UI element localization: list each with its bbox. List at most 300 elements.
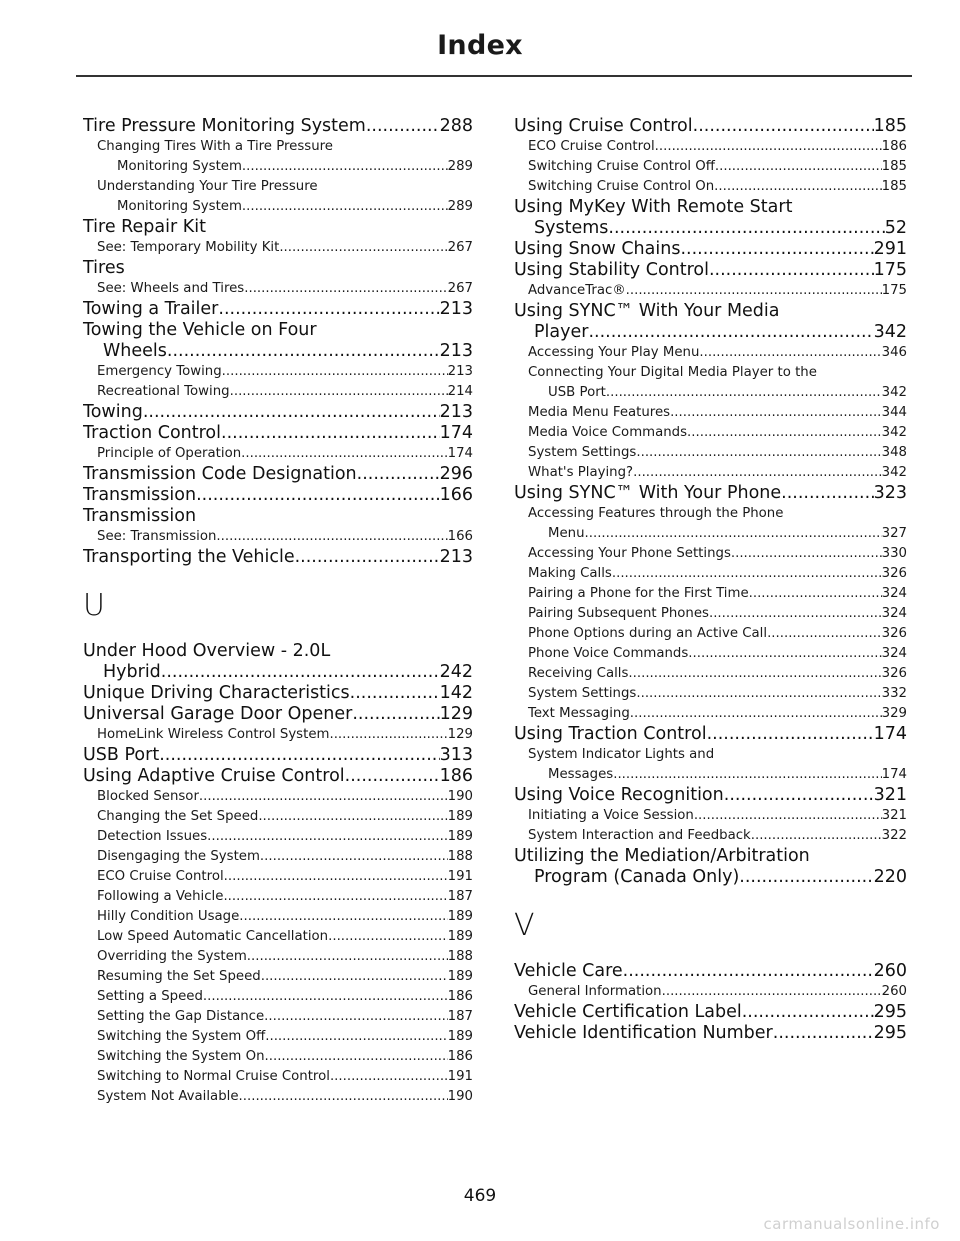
entry-label: Switching the System Off: [97, 1029, 266, 1044]
entry-page-number: 188: [447, 949, 473, 964]
index-entry[interactable]: [514, 483, 907, 504]
entry-page-number: 213: [439, 299, 473, 319]
entry-label: Low Speed Automatic Cancellation: [97, 929, 329, 944]
leader-dots: [224, 867, 448, 887]
leader-dots: [655, 137, 882, 157]
entry-page-number: 324: [881, 606, 907, 621]
index-subentry[interactable]: [83, 827, 473, 847]
index-subentry[interactable]: [83, 1087, 473, 1107]
entry-page-number: 189: [447, 809, 473, 824]
leader-dots: [628, 664, 881, 684]
entry-label: Changing the Set Speed: [97, 809, 259, 824]
index-subheading: Connecting Your Digital Media Player to the: [528, 365, 817, 380]
index-heading: Tires: [83, 258, 125, 278]
index-entry[interactable]: [514, 322, 907, 343]
entry-label: Tire Pressure Monitoring System: [83, 116, 366, 136]
entry-label: Transporting the Vehicle: [83, 547, 295, 567]
entry-label: System Settings: [528, 686, 637, 701]
leader-dots: [242, 157, 448, 177]
entry-label: Systems: [534, 218, 609, 238]
title-divider: [76, 75, 912, 77]
index-entry[interactable]: [514, 218, 907, 239]
entry-label: Hilly Condition Usage: [97, 909, 240, 924]
leader-dots: [329, 725, 447, 745]
entry-page-number: 324: [881, 586, 907, 601]
entry-label: Accessing Your Play Menu: [528, 345, 700, 360]
leader-dots: [241, 444, 447, 464]
leader-dots: [261, 967, 448, 987]
index-subheading: System Indicator Lights and: [528, 747, 715, 762]
entry-page-number: 189: [447, 969, 473, 984]
entry-page-number: 291: [873, 239, 907, 259]
entry-page-number: 288: [439, 116, 473, 136]
leader-dots: [265, 1047, 448, 1067]
leader-dots: [694, 806, 882, 826]
index-entry[interactable]: [83, 464, 473, 485]
entry-label: Using Voice Recognition: [514, 785, 724, 805]
index-subentry[interactable]: [514, 604, 907, 624]
leader-dots: [244, 279, 447, 299]
entry-label: General Information: [528, 984, 662, 999]
entry-label: Setting the Gap Distance: [97, 1009, 265, 1024]
index-entry[interactable]: [83, 485, 473, 506]
leader-dots: [709, 260, 874, 281]
entry-page-number: 191: [447, 869, 473, 884]
entry-label: Wheels: [103, 341, 167, 361]
entry-page-number: 129: [447, 727, 473, 742]
entry-page-number: 190: [447, 1089, 473, 1104]
index-subentry[interactable]: [514, 664, 907, 684]
leader-dots: [714, 177, 881, 197]
leader-dots: [366, 116, 440, 137]
leader-dots: [247, 947, 448, 967]
index-subentry[interactable]: [514, 524, 907, 544]
index-subentry[interactable]: [514, 684, 907, 704]
entry-label: Using Stability Control: [514, 260, 709, 280]
leader-dots: [218, 299, 439, 320]
index-entry[interactable]: [83, 662, 473, 683]
entry-label: Recreational Towing: [97, 384, 230, 399]
entry-label: Using Traction Control: [514, 724, 707, 744]
leader-dots: [709, 604, 882, 624]
entry-page-number: 186: [447, 989, 473, 1004]
entry-label: Program (Canada Only): [534, 867, 740, 887]
index-subentry[interactable]: [514, 644, 907, 664]
entry-page-number: 187: [447, 1009, 473, 1024]
index-subheading: Changing Tires With a Tire Pressure: [97, 139, 333, 154]
leader-dots: [585, 524, 882, 544]
entry-page-number: 166: [439, 485, 473, 505]
index-entry[interactable]: [83, 116, 473, 137]
leader-dots: [264, 1007, 447, 1027]
leader-dots: [773, 1023, 874, 1044]
index-subentry[interactable]: [83, 197, 473, 217]
index-subentry[interactable]: [83, 1067, 473, 1087]
entry-label: System Not Available: [97, 1089, 239, 1104]
entry-label: Transmission: [83, 485, 197, 505]
index-entry[interactable]: [83, 341, 473, 362]
entry-page-number: 185: [881, 159, 907, 174]
leader-dots: [352, 704, 439, 725]
entry-label: Messages: [548, 767, 614, 782]
index-subentry[interactable]: [514, 403, 907, 423]
index-subentry[interactable]: [83, 1027, 473, 1047]
entry-page-number: 185: [881, 179, 907, 194]
entry-label: Transmission Code Designation: [83, 464, 357, 484]
entry-label: Using Snow Chains: [514, 239, 681, 259]
leader-dots: [350, 683, 440, 704]
index-heading: Using SYNC™ With Your Media: [514, 301, 780, 321]
leader-dots: [731, 544, 882, 564]
entry-page-number: 326: [881, 566, 907, 581]
entry-page-number: 324: [881, 646, 907, 661]
entry-page-number: 326: [881, 626, 907, 641]
entry-label: Traction Control: [83, 423, 222, 443]
leader-dots: [230, 382, 448, 402]
index-subentry[interactable]: [514, 765, 907, 785]
index-subentry[interactable]: [83, 527, 473, 547]
leader-dots: [222, 362, 448, 382]
entry-page-number: 321: [873, 785, 907, 805]
entry-page-number: 189: [447, 929, 473, 944]
index-subentry[interactable]: [83, 867, 473, 887]
entry-page-number: 321: [881, 808, 907, 823]
leader-dots: [161, 662, 440, 683]
entry-label: Pairing Subsequent Phones: [528, 606, 709, 621]
entry-label: AdvanceTrac®: [528, 283, 626, 298]
index-subentry[interactable]: [83, 967, 473, 987]
index-subheading: Understanding Your Tire Pressure: [97, 179, 318, 194]
entry-page-number: 174: [873, 724, 907, 744]
index-entry[interactable]: [83, 423, 473, 444]
index-entry[interactable]: [83, 766, 473, 787]
entry-label: Resuming the Set Speed: [97, 969, 261, 984]
index-heading: Using MyKey With Remote Start: [514, 197, 793, 217]
entry-label: Switching to Normal Cruise Control: [97, 1069, 330, 1084]
entry-page-number: 323: [873, 483, 907, 503]
leader-dots: [670, 403, 882, 423]
entry-label: Media Menu Features: [528, 405, 671, 420]
entry-page-number: 342: [873, 322, 907, 342]
index-subentry[interactable]: [83, 787, 473, 807]
leader-dots: [216, 527, 447, 547]
entry-label: ECO Cruise Control: [528, 139, 655, 154]
entry-label: Setting a Speed: [97, 989, 203, 1004]
entry-page-number: 186: [447, 1049, 473, 1064]
section-letter: U: [83, 588, 105, 623]
entry-label: Making Calls: [528, 566, 612, 581]
index-subentry[interactable]: [514, 177, 907, 197]
entry-label: Disengaging the System: [97, 849, 260, 864]
entry-label: See: Temporary Mobility Kit: [97, 240, 280, 255]
entry-page-number: 213: [439, 547, 473, 567]
index-entry[interactable]: [514, 1023, 907, 1044]
entry-page-number: 296: [439, 464, 473, 484]
index-entry[interactable]: [514, 785, 907, 806]
leader-dots: [357, 464, 440, 485]
index-subentry[interactable]: [514, 157, 907, 177]
entry-label: Vehicle Identification Number: [514, 1023, 773, 1043]
index-subentry[interactable]: [514, 423, 907, 443]
leader-dots: [588, 322, 873, 343]
index-subentry[interactable]: [83, 807, 473, 827]
index-entry[interactable]: [83, 683, 473, 704]
index-entry[interactable]: [514, 116, 907, 137]
entry-page-number: 295: [873, 1023, 907, 1043]
entry-page-number: 342: [881, 425, 907, 440]
leader-dots: [687, 423, 882, 443]
index-entry[interactable]: [514, 260, 907, 281]
index-entry[interactable]: [514, 1002, 907, 1023]
index-column-right: [514, 116, 907, 1044]
leader-dots: [742, 1002, 874, 1023]
index-entry[interactable]: [514, 867, 907, 888]
entry-page-number: 346: [881, 345, 907, 360]
entry-label: Receiving Calls: [528, 666, 629, 681]
leader-dots: [693, 116, 874, 137]
leader-dots: [295, 547, 440, 568]
index-subentry[interactable]: [83, 987, 473, 1007]
leader-dots: [203, 987, 448, 1007]
entry-page-number: 185: [873, 116, 907, 136]
leader-dots: [688, 644, 881, 664]
leader-dots: [167, 341, 440, 362]
entry-label: Towing: [83, 402, 143, 422]
leader-dots: [662, 982, 882, 1002]
entry-page-number: 166: [447, 529, 473, 544]
leader-dots: [715, 157, 882, 177]
index-subentry[interactable]: [514, 704, 907, 724]
entry-label: Switching Cruise Control On: [528, 179, 715, 194]
entry-page-number: 175: [881, 283, 907, 298]
page-number: 469: [463, 1186, 497, 1206]
index-entry[interactable]: [83, 547, 473, 568]
leader-dots: [196, 485, 440, 506]
index-subentry[interactable]: [514, 343, 907, 363]
entry-label: System Interaction and Feedback: [528, 828, 751, 843]
leader-dots: [749, 584, 882, 604]
entry-page-number: 327: [881, 526, 907, 541]
index-entry[interactable]: [83, 299, 473, 320]
entry-label: ECO Cruise Control: [97, 869, 224, 884]
entry-label: USB Port: [83, 745, 160, 765]
entry-label: Switching Cruise Control Off: [528, 159, 715, 174]
entry-page-number: 330: [881, 546, 907, 561]
entry-page-number: 344: [881, 405, 907, 420]
entry-page-number: 260: [881, 984, 907, 999]
leader-dots: [260, 847, 448, 867]
index-subheading: Accessing Features through the Phone: [528, 506, 784, 521]
entry-label: Using Adaptive Cruise Control: [83, 766, 345, 786]
entry-label: Following a Vehicle: [97, 889, 224, 904]
entry-label: Pairing a Phone for the First Time: [528, 586, 749, 601]
entry-label: Towing a Trailer: [83, 299, 219, 319]
index-heading: Towing the Vehicle on Four: [83, 320, 317, 340]
leader-dots: [633, 463, 882, 483]
entry-label: Phone Options during an Active Call: [528, 626, 768, 641]
entry-label: Principle of Operation: [97, 446, 242, 461]
entry-label: Hybrid: [103, 662, 161, 682]
entry-page-number: 214: [447, 384, 473, 399]
entry-page-number: 175: [873, 260, 907, 280]
entry-page-number: 213: [439, 402, 473, 422]
leader-dots: [699, 343, 881, 363]
leader-dots: [636, 443, 881, 463]
index-subentry[interactable]: [83, 927, 473, 947]
entry-page-number: 174: [439, 423, 473, 443]
index-subentry[interactable]: [83, 725, 473, 745]
entry-page-number: 189: [447, 1029, 473, 1044]
leader-dots: [239, 1087, 448, 1107]
entry-label: Player: [534, 322, 589, 342]
index-heading: Transmission: [83, 506, 197, 526]
leader-dots: [345, 766, 440, 787]
index-heading: Utilizing the Mediation/Arbitration: [514, 846, 810, 866]
entry-page-number: 342: [881, 465, 907, 480]
index-heading: Tire Repair Kit: [83, 217, 206, 237]
leader-dots: [613, 765, 881, 785]
entry-label: Using SYNC™ With Your Phone: [514, 483, 782, 503]
index-subentry[interactable]: [514, 137, 907, 157]
entry-page-number: 189: [447, 829, 473, 844]
entry-page-number: 267: [447, 281, 473, 296]
entry-page-number: 260: [873, 961, 907, 981]
index-subentry[interactable]: [514, 564, 907, 584]
index-column-left: [83, 116, 473, 1107]
entry-label: Universal Garage Door Opener: [83, 704, 353, 724]
index-entry[interactable]: [83, 704, 473, 725]
index-subentry[interactable]: [83, 444, 473, 464]
index-subentry[interactable]: [83, 847, 473, 867]
leader-dots: [330, 1067, 448, 1087]
entry-label: Menu: [548, 526, 585, 541]
leader-dots: [242, 197, 448, 217]
index-subentry[interactable]: [514, 443, 907, 463]
entry-label: Initiating a Voice Session: [528, 808, 694, 823]
entry-label: Vehicle Certification Label: [514, 1002, 742, 1022]
entry-label: Switching the System On: [97, 1049, 265, 1064]
leader-dots: [707, 724, 874, 745]
index-subentry[interactable]: [83, 887, 473, 907]
entry-label: Vehicle Care: [514, 961, 623, 981]
index-entry[interactable]: [83, 745, 473, 766]
entry-label: See: Transmission: [97, 529, 217, 544]
leader-dots: [781, 483, 873, 504]
index-subentry[interactable]: [514, 826, 907, 846]
entry-label: Detection Issues: [97, 829, 208, 844]
leader-dots: [239, 907, 447, 927]
leader-dots: [739, 867, 873, 888]
leader-dots: [221, 423, 440, 444]
leader-dots: [159, 745, 439, 766]
index-subentry[interactable]: [514, 982, 907, 1002]
index-subentry[interactable]: [83, 1007, 473, 1027]
entry-page-number: 332: [881, 686, 907, 701]
index-subentry[interactable]: [514, 806, 907, 826]
leader-dots: [623, 961, 874, 982]
entry-page-number: 191: [447, 1069, 473, 1084]
leader-dots: [751, 826, 882, 846]
entry-label: Media Voice Commands: [528, 425, 688, 440]
entry-page-number: 322: [881, 828, 907, 843]
index-entry[interactable]: [83, 402, 473, 423]
entry-label: Text Messaging: [528, 706, 630, 721]
entry-page-number: 313: [439, 745, 473, 765]
leader-dots: [258, 807, 447, 827]
leader-dots: [606, 383, 882, 403]
index-entry[interactable]: [514, 724, 907, 745]
index-heading: Under Hood Overview - 2.0L: [83, 641, 331, 661]
entry-label: What's Playing?: [528, 465, 634, 480]
watermark: carmanualsonline.info: [763, 1215, 940, 1233]
entry-page-number: 342: [881, 385, 907, 400]
entry-page-number: 220: [873, 867, 907, 887]
leader-dots: [199, 787, 448, 807]
index-subentry[interactable]: [514, 463, 907, 483]
section-letter: V: [514, 908, 535, 943]
index-subentry[interactable]: [83, 238, 473, 258]
index-subentry[interactable]: [83, 279, 473, 299]
index-entry[interactable]: [514, 239, 907, 260]
entry-label: Monitoring System: [117, 159, 242, 174]
leader-dots: [223, 887, 447, 907]
index-subentry[interactable]: [514, 281, 907, 301]
entry-page-number: 190: [447, 789, 473, 804]
entry-page-number: 186: [881, 139, 907, 154]
entry-page-number: 289: [447, 199, 473, 214]
index-subentry[interactable]: [514, 544, 907, 564]
entry-page-number: 52: [884, 218, 907, 238]
entry-page-number: 326: [881, 666, 907, 681]
index-subentry[interactable]: [83, 157, 473, 177]
entry-label: Unique Driving Characteristics: [83, 683, 350, 703]
index-subentry[interactable]: [514, 624, 907, 644]
entry-page-number: 188: [447, 849, 473, 864]
leader-dots: [608, 218, 884, 239]
entry-label: Emergency Towing: [97, 364, 222, 379]
leader-dots: [767, 624, 882, 644]
leader-dots: [680, 239, 873, 260]
entry-page-number: 348: [881, 445, 907, 460]
entry-page-number: 174: [447, 446, 473, 461]
index-subentry[interactable]: [83, 1047, 473, 1067]
leader-dots: [328, 927, 448, 947]
entry-page-number: 213: [447, 364, 473, 379]
leader-dots: [207, 827, 447, 847]
entry-page-number: 289: [447, 159, 473, 174]
index-subentry[interactable]: [514, 584, 907, 604]
leader-dots: [724, 785, 874, 806]
index-subentry[interactable]: [83, 947, 473, 967]
entry-page-number: 129: [439, 704, 473, 724]
index-subentry[interactable]: [83, 362, 473, 382]
leader-dots: [612, 564, 882, 584]
index-subentry[interactable]: [83, 382, 473, 402]
leader-dots: [626, 281, 882, 301]
leader-dots: [630, 704, 882, 724]
entry-page-number: 329: [881, 706, 907, 721]
leader-dots: [279, 238, 447, 258]
entry-label: Phone Voice Commands: [528, 646, 689, 661]
entry-label: HomeLink Wireless Control System: [97, 727, 330, 742]
index-subentry[interactable]: [514, 383, 907, 403]
entry-page-number: 187: [447, 889, 473, 904]
entry-label: Overriding the System: [97, 949, 247, 964]
index-subentry[interactable]: [83, 907, 473, 927]
entry-label: Using Cruise Control: [514, 116, 693, 136]
index-entry[interactable]: [514, 961, 907, 982]
entry-label: See: Wheels and Tires: [97, 281, 245, 296]
